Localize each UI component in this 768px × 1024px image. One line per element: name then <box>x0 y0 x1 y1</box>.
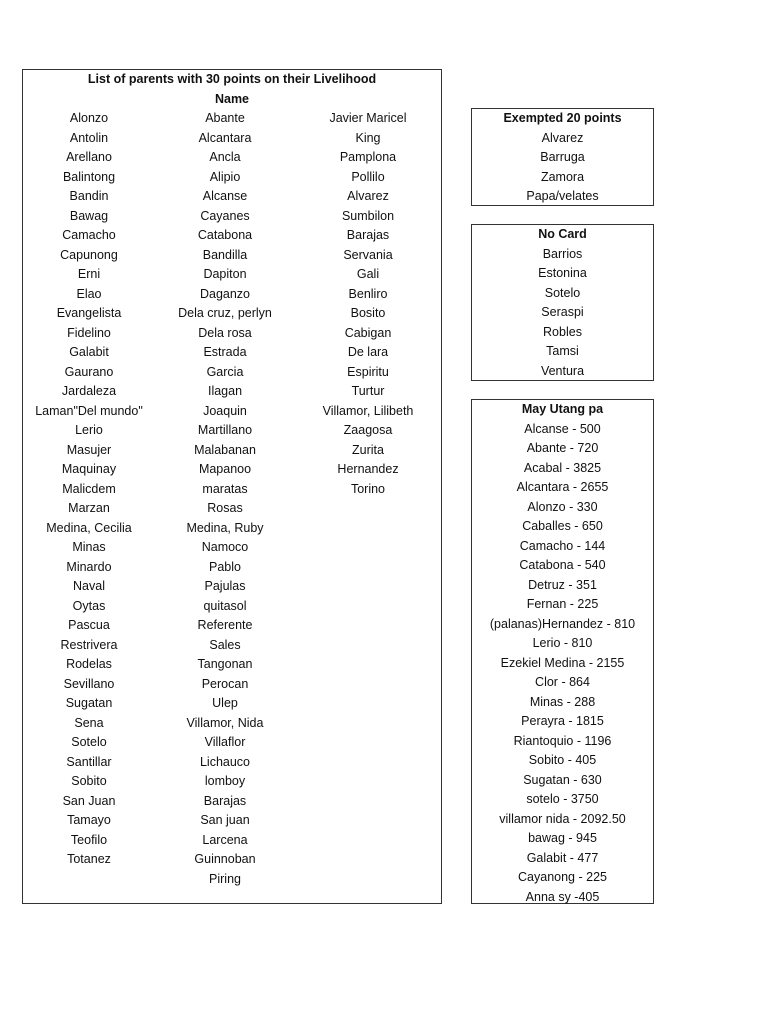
list-item: Jardaleza <box>61 384 117 398</box>
list-item: Bandin <box>69 189 109 203</box>
list-item: Alvarez <box>347 189 389 203</box>
list-item: Sobito - 405 <box>528 753 597 767</box>
list-item: Sales <box>209 637 241 652</box>
list-item: Ezekiel Medina - 2155 <box>500 655 625 670</box>
list-item: Malabanan <box>194 442 256 457</box>
list-item: Caballes - 650 <box>522 519 603 533</box>
list-item: Sobito <box>71 774 107 788</box>
list-item: Tamayo <box>67 813 111 827</box>
list-item: Alcantara - 2655 <box>516 480 609 494</box>
list-item: Riantoquio - 1196 <box>513 733 612 748</box>
list-item: Robles <box>543 324 582 339</box>
list-item: Papa/velates <box>526 189 599 203</box>
list-item: Perayra - 1815 <box>521 714 604 728</box>
list-item: Turtur <box>351 384 385 398</box>
list-item: Camacho <box>62 228 116 242</box>
parents-list-box <box>22 69 442 904</box>
list-item: Sugatan <box>65 696 113 710</box>
list-item: Referente <box>197 618 253 632</box>
exempted-title: Exempted 20 points <box>503 111 622 125</box>
list-item: Minas - 288 <box>529 694 596 709</box>
list-item: Antolin <box>69 130 109 145</box>
no-card-box <box>471 224 654 381</box>
list-item: Evangelista <box>56 306 122 320</box>
list-item: Capunong <box>60 247 118 262</box>
may-utang-box <box>471 399 654 904</box>
list-item: Acabal - 3825 <box>523 460 602 475</box>
list-item: Arellano <box>66 150 112 164</box>
list-item: Rodelas <box>66 657 112 671</box>
list-item: Sugatan - 630 <box>523 772 602 787</box>
list-item: Sevillano <box>63 676 115 691</box>
no-card-title: No Card <box>538 227 587 241</box>
list-item: Dela cruz, perlyn <box>178 306 272 320</box>
list-item: Bawag <box>69 208 109 223</box>
list-item: Abante <box>205 111 245 125</box>
list-item: Rosas <box>207 501 243 515</box>
list-item: Abante - 720 <box>526 441 599 455</box>
list-item: Erni <box>77 267 101 281</box>
list-item: King <box>355 130 381 145</box>
list-item: Torino <box>350 481 386 496</box>
list-item: Masujer <box>66 442 112 457</box>
list-item: Zurita <box>352 442 384 457</box>
list-item: Alonzo <box>69 111 109 125</box>
list-item: Martillano <box>197 423 253 437</box>
list-item: Fidelino <box>67 325 111 340</box>
list-item: San juan <box>200 813 250 827</box>
list-item: Pajulas <box>204 579 246 593</box>
list-item: Alvarez <box>541 130 584 145</box>
list-item: Lichauco <box>199 754 251 769</box>
list-item: Seraspi <box>541 305 584 319</box>
list-item: Villaflor <box>204 735 246 749</box>
list-item: Namoco <box>201 540 249 554</box>
list-item: Javier Maricel <box>329 111 407 125</box>
list-item: Teofilo <box>70 832 108 847</box>
list-item: bawag - 945 <box>528 831 597 845</box>
list-item: Garcia <box>206 364 244 379</box>
list-item: Gali <box>356 267 380 281</box>
list-item: Galabit <box>69 345 109 359</box>
list-item: Gaurano <box>64 364 114 379</box>
list-item: Pablo <box>209 559 241 574</box>
list-item: Ventura <box>540 363 585 378</box>
list-item: Villamor, Lilibeth <box>322 403 414 418</box>
list-item: Ulep <box>212 696 238 710</box>
list-item: Piring <box>209 871 241 886</box>
list-item: Maquinay <box>61 462 117 476</box>
list-item: Espiritu <box>347 364 389 379</box>
may-utang-title: May Utang pa <box>521 402 604 416</box>
list-item: Alonzo - 330 <box>527 499 598 514</box>
list-item: Galabit - 477 <box>526 850 599 865</box>
list-item: Medina, Ruby <box>186 520 264 535</box>
list-item: Marzan <box>68 501 110 515</box>
list-item: Barajas <box>203 793 247 808</box>
list-item: Restrivera <box>60 637 118 652</box>
list-item: Tangonan <box>197 657 253 671</box>
list-item: Anna sy -405 <box>525 889 600 904</box>
list-item: Laman"Del mundo" <box>35 403 143 418</box>
list-item: Benliro <box>348 286 388 301</box>
list-item: Totanez <box>67 852 111 866</box>
list-item: Larcena <box>202 832 248 847</box>
list-item: Barrios <box>542 246 583 261</box>
list-item: Alcantara <box>198 130 252 145</box>
list-item: Barruga <box>540 150 585 164</box>
list-item: Alcanse - 500 <box>524 421 601 436</box>
list-item: Villamor, Nida <box>186 715 264 730</box>
list-item: Estrada <box>203 345 247 359</box>
list-item: Detruz - 351 <box>528 577 597 592</box>
list-item: lomboy <box>204 774 246 788</box>
list-item: Naval <box>73 579 105 593</box>
list-item: Barajas <box>346 228 390 242</box>
list-item: Estonina <box>538 266 587 280</box>
list-item: Sumbilon <box>341 208 395 223</box>
list-item: Dela rosa <box>198 325 252 340</box>
list-item: Mapanoo <box>198 462 252 476</box>
list-item: Minardo <box>66 559 112 574</box>
list-item: Zaagosa <box>343 423 393 437</box>
list-item: Lerio - 810 <box>532 636 593 650</box>
list-item: Catabona <box>197 228 253 242</box>
list-item: Zamora <box>540 169 585 184</box>
list-item: Bosito <box>350 306 386 320</box>
list-item: Santillar <box>66 754 112 769</box>
list-item: Clor - 864 <box>535 675 590 689</box>
list-item: Tamsi <box>546 344 579 358</box>
list-item: De lara <box>347 345 389 359</box>
name-header: Name <box>214 91 250 106</box>
list-item: Minas <box>72 540 106 554</box>
list-item: Daganzo <box>199 286 251 301</box>
exempted-box <box>471 108 654 206</box>
list-item: (palanas)Hernandez - 810 <box>489 616 636 631</box>
list-item: Lerio <box>75 423 103 437</box>
list-item: sotelo - 3750 <box>526 792 599 806</box>
list-item: Cabigan <box>344 325 392 340</box>
list-item: Sotelo <box>544 285 581 300</box>
list-item: Bandilla <box>202 247 248 262</box>
list-item: Balintong <box>62 169 116 184</box>
list-item: Malicdem <box>62 481 116 496</box>
list-item: Cayanes <box>200 208 250 223</box>
list-item: quitasol <box>203 598 247 613</box>
list-item: maratas <box>202 481 248 496</box>
list-item: Dapiton <box>203 267 247 281</box>
list-item: Guinnoban <box>194 852 256 866</box>
list-item: Sotelo <box>71 735 107 749</box>
list-item: San Juan <box>62 793 116 808</box>
list-item: Hernandez <box>337 462 399 476</box>
list-item: Sena <box>74 715 104 730</box>
list-item: Fernan - 225 <box>526 597 599 611</box>
list-item: Medina, Cecilia <box>46 520 132 535</box>
list-item: Alcanse <box>202 189 248 203</box>
list-title: List of parents with 30 points on their Livelihood <box>87 72 377 86</box>
list-item: Alipio <box>209 169 241 184</box>
list-item: Catabona - 540 <box>519 558 606 572</box>
list-item: Camacho - 144 <box>519 538 606 553</box>
list-item: Elao <box>76 286 102 301</box>
list-item: Perocan <box>201 676 249 691</box>
list-item: Oytas <box>72 598 106 613</box>
list-item: villamor nida - 2092.50 <box>499 811 626 826</box>
list-item: Cayanong - 225 <box>518 870 607 884</box>
list-item: Pascua <box>68 618 110 632</box>
list-item: Servania <box>343 247 393 262</box>
list-item: Pamplona <box>339 150 397 164</box>
list-item: Ilagan <box>207 384 243 398</box>
list-item: Joaquin <box>203 403 247 418</box>
list-item: Ancla <box>209 150 241 164</box>
list-item: Pollilo <box>351 169 385 184</box>
